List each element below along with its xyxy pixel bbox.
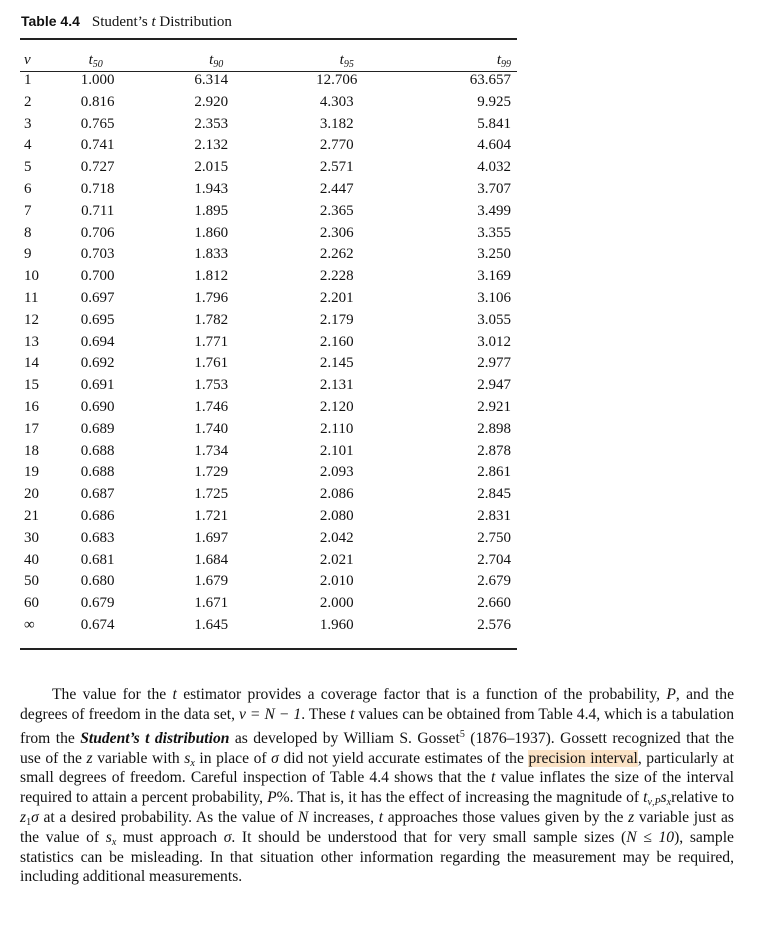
table-row <box>20 266 517 288</box>
value-cell: 0.683 <box>80 529 115 546</box>
value-cell: 1.697 <box>194 529 229 546</box>
value-cell: 63.657 <box>469 72 511 88</box>
value-cell: 2.110 <box>320 420 354 437</box>
value-cell: 3.182 <box>319 115 354 132</box>
value-cell: 2.145 <box>319 355 354 372</box>
value-cell: 0.688 <box>80 442 115 459</box>
table-row <box>20 462 517 484</box>
value-cell: 0.741 <box>80 137 115 154</box>
table-row <box>20 593 517 615</box>
table-row <box>20 332 517 354</box>
value-cell: 0.727 <box>80 159 115 176</box>
table-row <box>20 201 517 223</box>
value-cell: 2.921 <box>477 398 511 415</box>
table-row <box>20 441 517 463</box>
value-cell: 0.765 <box>80 115 115 132</box>
value-cell: 0.686 <box>80 507 115 524</box>
dof-cell: 13 <box>24 333 39 350</box>
table-row <box>20 615 517 637</box>
value-cell: 3.355 <box>477 224 511 241</box>
dof-cell: 12 <box>24 311 39 328</box>
dof-cell: 19 <box>24 464 39 481</box>
value-cell: 1.771 <box>194 333 229 350</box>
value-cell: 2.306 <box>319 224 354 241</box>
table-title-var: t <box>151 14 156 30</box>
value-cell: 2.262 <box>319 246 354 263</box>
value-cell: 2.101 <box>319 442 354 459</box>
value-cell: 2.898 <box>477 420 511 437</box>
dof-cell: 15 <box>24 377 39 394</box>
table-body <box>20 70 517 637</box>
table-header-row <box>20 50 517 70</box>
value-cell: 0.687 <box>80 486 115 503</box>
value-cell: 2.228 <box>319 268 354 285</box>
value-cell: 0.697 <box>80 289 115 306</box>
value-cell: 0.690 <box>80 398 115 415</box>
table-row <box>20 528 517 550</box>
table-row <box>20 397 517 419</box>
value-cell: 3.707 <box>477 180 511 197</box>
value-cell: 2.132 <box>194 137 229 154</box>
table-row <box>20 550 517 572</box>
value-cell: 1.000 <box>80 72 115 88</box>
value-cell: 2.000 <box>319 595 354 612</box>
highlight-precision-interval: precision interval <box>528 749 638 767</box>
value-cell: 1.721 <box>194 507 229 524</box>
value-cell: 6.314 <box>194 72 229 88</box>
value-cell: 1.833 <box>194 246 229 263</box>
value-cell: 0.679 <box>80 595 115 612</box>
value-cell: 1.860 <box>194 224 229 241</box>
dof-cell: ∞ <box>24 616 35 633</box>
dof-cell: 16 <box>24 398 39 415</box>
value-cell: 2.021 <box>319 551 354 568</box>
value-cell: 2.947 <box>477 377 511 394</box>
dof-cell: 10 <box>24 268 39 285</box>
value-cell: 2.010 <box>319 573 354 590</box>
value-cell: 2.770 <box>319 137 354 154</box>
table-row <box>20 244 517 266</box>
dof-cell: 7 <box>24 202 32 219</box>
value-cell: 0.691 <box>80 377 115 394</box>
value-cell: 2.920 <box>194 93 229 110</box>
value-cell: 2.576 <box>477 616 511 633</box>
table-row <box>20 310 517 332</box>
table-row <box>20 375 517 397</box>
value-cell: 0.700 <box>80 268 115 285</box>
value-cell: 1.746 <box>194 398 229 415</box>
value-cell: 1.725 <box>194 486 229 503</box>
value-cell: 1.943 <box>194 180 229 197</box>
value-cell: 0.695 <box>80 311 115 328</box>
dof-cell: 1 <box>24 72 32 88</box>
table-row <box>20 484 517 506</box>
table-title-suffix: Distribution <box>159 14 232 30</box>
dof-cell: 21 <box>24 507 39 524</box>
value-cell: 3.055 <box>477 311 511 328</box>
value-cell: 0.680 <box>80 573 115 590</box>
value-cell: 2.015 <box>194 159 229 176</box>
table-row <box>20 135 517 157</box>
value-cell: 2.131 <box>319 377 354 394</box>
value-cell: 1.895 <box>194 202 229 219</box>
value-cell: 2.086 <box>319 486 354 503</box>
value-cell: 0.674 <box>80 616 115 633</box>
value-cell: 2.093 <box>319 464 354 481</box>
table-row <box>20 92 517 114</box>
dof-cell: 20 <box>24 486 39 503</box>
value-cell: 0.816 <box>80 93 115 110</box>
value-cell: 2.679 <box>477 573 511 590</box>
header-t99: $t_{99}$ <box>496 52 511 70</box>
dof-cell: 30 <box>24 529 39 546</box>
table-row <box>20 571 517 593</box>
value-cell: 1.684 <box>194 551 229 568</box>
value-cell: 1.671 <box>194 595 229 612</box>
value-cell: 1.740 <box>194 420 229 437</box>
dof-cell: 5 <box>24 159 32 176</box>
value-cell: 2.750 <box>477 529 511 546</box>
value-cell: 5.841 <box>477 115 511 132</box>
dof-cell: 40 <box>24 551 39 568</box>
value-cell: 2.365 <box>319 202 354 219</box>
value-cell: 9.925 <box>477 93 511 110</box>
value-cell: 1.734 <box>194 442 229 459</box>
dof-cell: 50 <box>24 573 39 590</box>
table-label: Table 4.4 <box>21 13 80 29</box>
value-cell: 0.718 <box>80 180 115 197</box>
t-distribution-table <box>20 50 517 637</box>
value-cell: 2.571 <box>319 159 354 176</box>
value-cell: 1.782 <box>194 311 229 328</box>
value-cell: 2.831 <box>477 507 511 524</box>
dof-cell: 3 <box>24 115 32 132</box>
value-cell: 3.250 <box>477 246 511 263</box>
value-cell: 2.704 <box>477 551 511 568</box>
value-cell: 12.706 <box>316 72 358 88</box>
header-t50: $t_{50}$ <box>88 52 103 70</box>
body-paragraph: The value for the t estimator provides a coverage factor that is a function of the probability, P, and the degrees of freedom in the data set, ν = N − 1. These t values can be obtained from Table 4.4, which is a tabulation from the Student’s t distribution as developed by William S. Gosset$^5$ (1876–1937). Gossett recognized that the use of the z variable with $s_x$ in place of σ did not yield accurate estimates of the precision interval, particularly at small degrees of freedom. Careful inspection of Table 4.4 shows that the t value inflates the size of the interval required to attain a percent probability, P%. That is, it has the effect of increasing the magnitude of $t_{\nu,P}s_xrelative$ to $z_1\sigma$ at a desired probability. As the value of N increases, t approaches those values given by the z variable just as the value of $s_x$ must approach σ. It should be understood that for very small sample sizes (N ≤ 10), sample statistics can be misleading. In that situation other information regarding the measurement may be required, including additional measurements. <box>20 686 734 886</box>
value-cell: 3.169 <box>477 268 511 285</box>
table-row <box>20 506 517 528</box>
value-cell: 0.711 <box>81 202 115 219</box>
header-t95: $t_{95}$ <box>339 52 354 70</box>
value-cell: 0.689 <box>80 420 115 437</box>
value-cell: 2.160 <box>319 333 354 350</box>
value-cell: 4.032 <box>477 159 511 176</box>
value-cell: 1.753 <box>194 377 229 394</box>
value-cell: 0.706 <box>80 224 115 241</box>
dof-cell: 17 <box>24 420 39 437</box>
value-cell: 4.604 <box>477 137 511 154</box>
value-cell: 2.120 <box>319 398 354 415</box>
value-cell: 3.106 <box>477 289 511 306</box>
value-cell: 2.042 <box>319 529 354 546</box>
header-nu: ν <box>24 52 31 68</box>
value-cell: 1.960 <box>319 616 354 633</box>
value-cell: 1.812 <box>194 268 229 285</box>
header-t90: $t_{90}$ <box>209 52 224 70</box>
dof-cell: 60 <box>24 595 39 612</box>
value-cell: 2.845 <box>477 486 511 503</box>
value-cell: 3.499 <box>477 202 511 219</box>
emphasis-students-t: Student’s t distribution <box>80 729 230 747</box>
table-row <box>20 179 517 201</box>
value-cell: 3.012 <box>477 333 511 350</box>
value-cell: 1.679 <box>194 573 229 590</box>
value-cell: 1.796 <box>194 289 229 306</box>
table-row <box>20 353 517 375</box>
dof-cell: 9 <box>24 246 32 263</box>
dof-cell: 14 <box>24 355 39 372</box>
value-cell: 2.080 <box>319 507 354 524</box>
value-cell: 1.729 <box>194 464 229 481</box>
dof-cell: 6 <box>24 180 32 197</box>
value-cell: 2.201 <box>319 289 354 306</box>
table-row <box>20 70 517 92</box>
value-cell: 2.977 <box>477 355 511 372</box>
dof-cell: 8 <box>24 224 32 241</box>
value-cell: 4.303 <box>319 93 354 110</box>
table-row <box>20 114 517 136</box>
table-row <box>20 288 517 310</box>
table-row <box>20 157 517 179</box>
dof-cell: 4 <box>24 137 32 154</box>
value-cell: 2.878 <box>477 442 511 459</box>
dof-cell: 18 <box>24 442 39 459</box>
value-cell: 0.703 <box>80 246 115 263</box>
table-title-prefix: Student’s <box>91 14 148 30</box>
value-cell: 0.694 <box>80 333 115 350</box>
table-row <box>20 223 517 245</box>
top-rule <box>20 38 517 40</box>
value-cell: 1.761 <box>194 355 229 372</box>
value-cell: 0.692 <box>80 355 115 372</box>
value-cell: 2.660 <box>477 595 511 612</box>
table-caption <box>21 13 232 31</box>
value-cell: 2.179 <box>319 311 354 328</box>
bottom-rule <box>20 648 517 650</box>
value-cell: 2.447 <box>319 180 354 197</box>
value-cell: 1.645 <box>194 616 229 633</box>
value-cell: 0.681 <box>80 551 115 568</box>
value-cell: 2.861 <box>477 464 511 481</box>
value-cell: 2.353 <box>194 115 229 132</box>
table-row <box>20 419 517 441</box>
dof-cell: 2 <box>24 93 32 110</box>
value-cell: 0.688 <box>80 464 115 481</box>
dof-cell: 11 <box>24 289 39 306</box>
